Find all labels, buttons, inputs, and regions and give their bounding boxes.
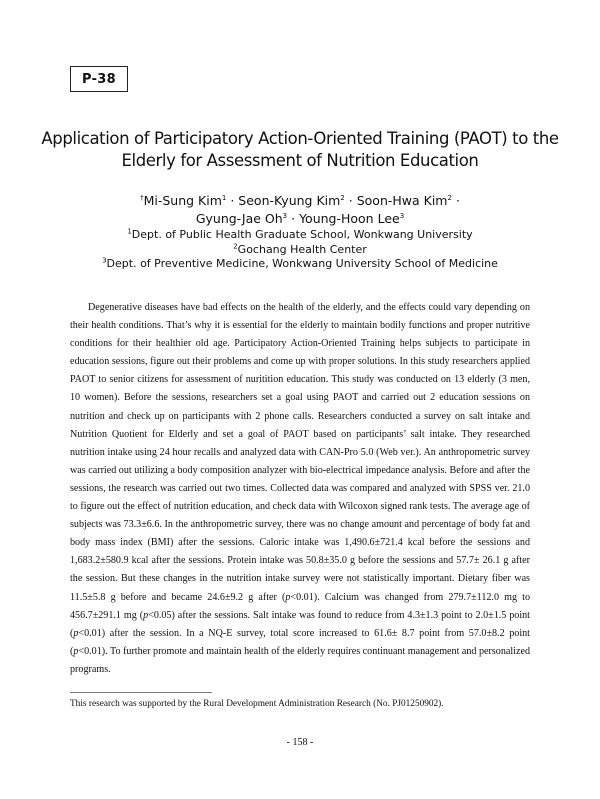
- page-number: - 158 -: [286, 737, 314, 748]
- affiliation-item: [40, 228, 560, 243]
- presenter-mark: †: [140, 193, 144, 202]
- author-line-2: [40, 210, 560, 228]
- affiliation-item: [40, 257, 560, 272]
- funding-footnote: This research was supported by the Rural Development Administration Research (No. PJ01250902).: [70, 699, 444, 709]
- author-affiliation-mark: 2: [447, 193, 452, 202]
- abstract-text: Degenerative diseases have bad effects on the health of the elderly, and the effects could vary depending on their health conditions. That’s why it is essential for the elderly to maintain bodily functions and proper nutritive conditions for their healthier old age. Participatory Action-Oriented Training helps subjects to participate in education sessions, figure out their problems and come up with proper solutions. In this study researchers applied PAOT to senior citizens for assessment of nuritition education. This study was conducted on 13 elderly (3 men, 10 women). Before the sessions, researchers set a goal using PAOT and carried out 2 education sessions on nutrition and check up on participants with 2 phone calls. Researchers conducted a survey on salt intake and Nutrition Quotient for Elderly and set a goal of PAOT based on participants’ salt intake. They researched nutrition intake using 24 hour recalls and analyzed data with CAN-Pro 5.0 (Web ver.). An anthropometric survey was carried out utilizing a body composition analyzer with bio-electrical impedance analysis. Before and after the sessions, the research was carried out two times. Collected data was compared and analyzed with SPSS ver. 21.0 to figure out the effect of nutrition education, and check data with Wilcoxon signed rank tests. The average age of subjects was 73.3±6.6. In the anthropometric survey, there was no change amount and percentage of body fat and body mass index (BMI) after the sessions. Caloric intake was 1,490.6±721.4 kcal before the sessions and 1,683.2±580.9 kcal after the sessions. Protein intake was 50.8±35.0 g before the sessions and 57.7± 26.1 g after the session. But these changes in the nutrition intake survey were not statistically important. Dietary fiber was 11.5±5.8 g before and became 24.6±9.2 g after (: [70, 302, 530, 603]
- author-separator: ·: [230, 193, 235, 208]
- affiliation-number: 1: [127, 227, 132, 236]
- abstract-text: <0.01) after the session. In a NQ-E survey, total score increased to 61.6± 8.7 point from 57.0±8.2 point (: [70, 627, 530, 657]
- author-name: Seon-Kyung Kim: [238, 193, 341, 208]
- affiliation-number: 2: [233, 241, 238, 250]
- author-affiliation-mark: 2: [340, 193, 345, 202]
- author-name: Soon-Hwa Kim: [356, 193, 448, 208]
- affiliation-number: 3: [102, 256, 107, 265]
- affiliation-text: Gochang Health Center: [237, 242, 367, 256]
- author-affiliation-mark: 3: [282, 211, 288, 220]
- abstract-body: [70, 299, 530, 679]
- p-value-symbol: p: [285, 591, 291, 603]
- author-name: Gyung-Jae Oh: [195, 211, 283, 226]
- author-list: [40, 192, 560, 228]
- author-affiliation-mark: 1: [221, 193, 227, 202]
- paper-title: [40, 128, 560, 172]
- affiliation-list: [40, 228, 560, 272]
- author-separator: ·: [455, 193, 460, 208]
- footnote-divider: [70, 692, 212, 693]
- affiliation-text: Dept. of Public Health Graduate School, Wonkwang University: [131, 228, 473, 241]
- p-value-symbol: p: [73, 627, 79, 639]
- abstract-text: <0.01). To further promote and maintain health of the elderly requires continuant management and personalized programs.: [70, 645, 530, 675]
- author-affiliation-mark: 3: [399, 211, 405, 220]
- abstract-text: <0.05) after the sessions. Salt intake was found to reduce from 4.3±1.3 point to 2.0±1.5 point (: [70, 609, 530, 639]
- p-value-symbol: p: [73, 645, 79, 657]
- poster-id-badge: P-38: [70, 66, 128, 92]
- author-name: Mi-Sung Kim: [143, 193, 222, 208]
- author-line-1: [40, 192, 560, 210]
- author-separator: ·: [291, 211, 296, 226]
- title-line-1: Application of Participatory Action-Oriented Training (PAOT) to the: [41, 129, 559, 148]
- title-line-2: Elderly for Assessment of Nutrition Education: [121, 151, 479, 170]
- affiliation-item: [40, 243, 560, 258]
- abstract-text: <0.01). Calcium was changed from 279.7±112.0 mg to 456.7±291.1 mg (: [70, 591, 530, 621]
- author-name: Young-Hoon Lee: [299, 211, 400, 226]
- author-separator: ·: [348, 193, 353, 208]
- p-value-symbol: p: [143, 609, 149, 621]
- affiliation-text: Dept. of Preventive Medicine, Wonkwang University School of Medicine: [106, 257, 498, 270]
